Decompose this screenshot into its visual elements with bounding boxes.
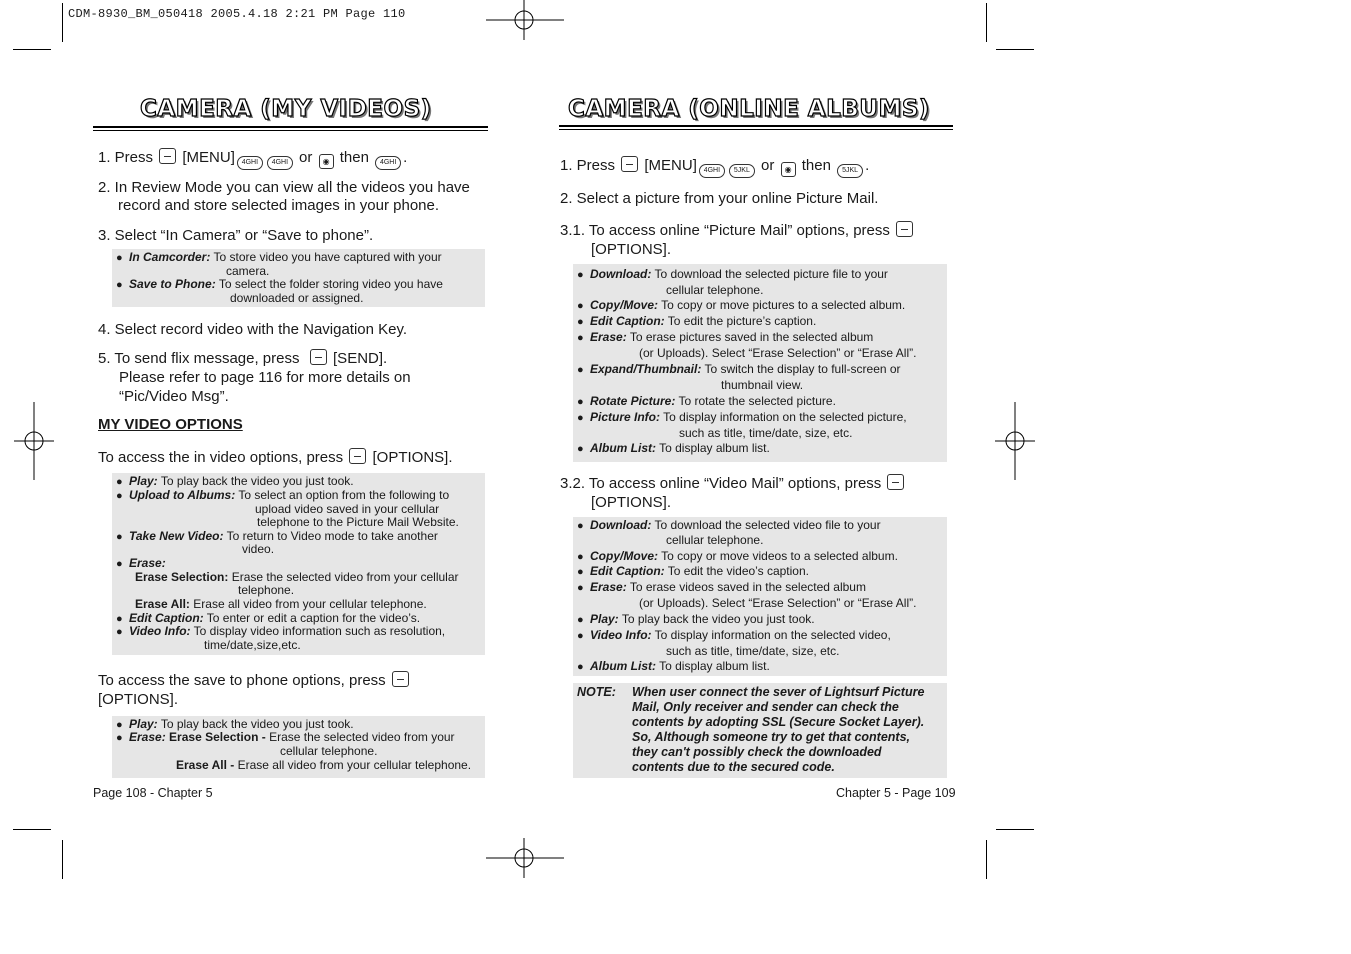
left-softkey-icon bbox=[159, 148, 176, 164]
video-options-box: ● Play: To play back the video you just took. ● Upload to Albums: To select an option from the following to upload video saved in your cellular telephone to the Picture Mail Website. ● Take New Video: To return to Video mode to take another video. ● Erase: Erase Selection: Erase the selected video from your cellular telephone. Erase All: Erase all video from your cellular telephone. ● Edit Caption: To enter or edit a caption for the video’s. ● Video Info: To display video information such as resolution, time/date,size,etc. bbox=[112, 473, 485, 655]
section-heading: MY VIDEO OPTIONS bbox=[98, 416, 243, 433]
title-rule bbox=[93, 126, 488, 128]
print-slug: CDM-8930_BM_050418 2005.4.18 2:21 PM Page 110 bbox=[68, 7, 406, 21]
picture-mail-options-box: ● Download: To download the selected picture file to your cellular telephone. ● Copy/Move: To copy or move pictures to a selected album. ● Edit Caption: To edit the picture’s caption. ● Erase: To erase pictures saved in the selected album (or Uploads). Select “Erase Selection” or “Erase All”. ● Expand/Thumbnail: To switch the display to full-screen or thumbnail view. ● Rotate Picture: To rotate the selected picture. ● Picture Info: To display information on the selected picture, such as title, time/date, size, etc. ● Album List: To display album list. bbox=[573, 264, 947, 462]
step-3-1: 3.1. To access online “Picture Mail” options, press bbox=[560, 221, 915, 240]
step-3-1-cont: [OPTIONS]. bbox=[591, 241, 672, 258]
access-text-2: To access the save to phone options, press bbox=[98, 671, 411, 690]
access-text: To access the in video options, press [OPTIONS]. bbox=[98, 449, 453, 466]
key-5-icon: 5JKL bbox=[837, 164, 863, 178]
step-1: 1. Press [MENU] 4GHI 5JKL or ◉ then 5JKL . bbox=[560, 156, 869, 178]
send-key-icon bbox=[310, 349, 327, 365]
step-2: 2. Select a picture from your online Picture Mail. bbox=[560, 190, 879, 207]
registration-mark-icon bbox=[486, 838, 564, 878]
crop-mark bbox=[986, 3, 987, 42]
crop-mark bbox=[996, 829, 1034, 830]
key-5-icon: 5JKL bbox=[729, 164, 755, 178]
right-softkey-icon bbox=[349, 448, 366, 464]
crop-mark bbox=[13, 829, 51, 830]
right-softkey-icon bbox=[887, 474, 904, 490]
crop-mark bbox=[986, 840, 987, 879]
registration-mark-icon bbox=[486, 0, 564, 40]
crop-mark bbox=[13, 49, 51, 50]
key-4-icon: 4GHI bbox=[699, 164, 725, 178]
title-rule bbox=[93, 130, 488, 131]
crop-mark bbox=[62, 840, 63, 879]
ok-key-icon: ◉ bbox=[781, 162, 796, 177]
page-title: CAMERA (ONLINE ALBUMS) bbox=[568, 96, 930, 122]
registration-mark-icon bbox=[995, 402, 1035, 480]
right-softkey-icon bbox=[896, 221, 913, 237]
title-rule bbox=[559, 129, 953, 130]
note-label: NOTE: bbox=[577, 685, 616, 699]
right-softkey-icon bbox=[392, 671, 409, 687]
key-4-icon: 4GHI bbox=[237, 156, 263, 170]
step-3: 3. Select “In Camera” or “Save to phone”. bbox=[98, 227, 374, 244]
video-mail-options-box: ● Download: To download the selected video file to your cellular telephone. ● Copy/Move: To copy or move videos to a selected album. ● Edit Caption: To edit the video’s caption. ● Erase: To erase videos saved in the selected album (or Uploads). Select “Erase Selection” or “Erase All”. ● Play: To play back the video you just took. ● Video Info: To display information on the selected video, such as title, time/date, size, etc. ● Album List: To display album list. bbox=[573, 517, 947, 676]
step-5-cont: “Pic/Video Msg”. bbox=[119, 388, 229, 405]
step-2: 2. In Review Mode you can view all the videos you have bbox=[98, 179, 470, 196]
step-5: 5. To send flix message, press [SEND]. bbox=[98, 350, 388, 367]
registration-mark-icon bbox=[14, 402, 54, 480]
step-1: 1. Press [MENU] 4GHI 4GHI or ◉ then 4GHI . bbox=[98, 148, 407, 170]
step-3-2: 3.2. To access online “Video Mail” options, press bbox=[560, 474, 906, 493]
note-box: NOTE: When user connect the sever of Lightsurf Picture Mail, Only receiver and sender can check the contents by adopting SSL (Secure Socket Layer). So, Although someone try to get that contents, they can't possibly check the downloaded contents due to the secured code. bbox=[573, 683, 947, 778]
step-3-2-cont: [OPTIONS]. bbox=[591, 494, 672, 511]
title-rule bbox=[559, 125, 953, 127]
key-4-icon: 4GHI bbox=[267, 156, 293, 170]
page-footer: Chapter 5 - Page 109 bbox=[836, 786, 956, 800]
step-4: 4. Select record video with the Navigation Key. bbox=[98, 321, 408, 338]
ok-key-icon: ◉ bbox=[319, 154, 334, 169]
save-options-box: ● Play: To play back the video you just took. ● Erase: Erase Selection - Erase the selected video from your cellular telephone. Erase All - Erase all video from your cellular telephone. bbox=[112, 716, 485, 778]
crop-mark bbox=[996, 49, 1034, 50]
page-title: CAMERA (MY VIDEOS) bbox=[140, 96, 432, 122]
key-4-icon: 4GHI bbox=[375, 156, 401, 170]
page-footer: Page 108 - Chapter 5 bbox=[93, 786, 213, 800]
left-softkey-icon bbox=[621, 156, 638, 172]
camera-options-box: ● In Camcorder: To store video you have captured with your camera. ● Save to Phone: To select the folder storing video you have downloaded or assigned. bbox=[112, 249, 485, 307]
crop-mark bbox=[62, 3, 63, 42]
step-2-cont: record and store selected images in your phone. bbox=[118, 197, 440, 214]
step-5-cont: Please refer to page 116 for more details on bbox=[119, 369, 411, 386]
access-text-2-cont: [OPTIONS]. bbox=[98, 691, 179, 708]
